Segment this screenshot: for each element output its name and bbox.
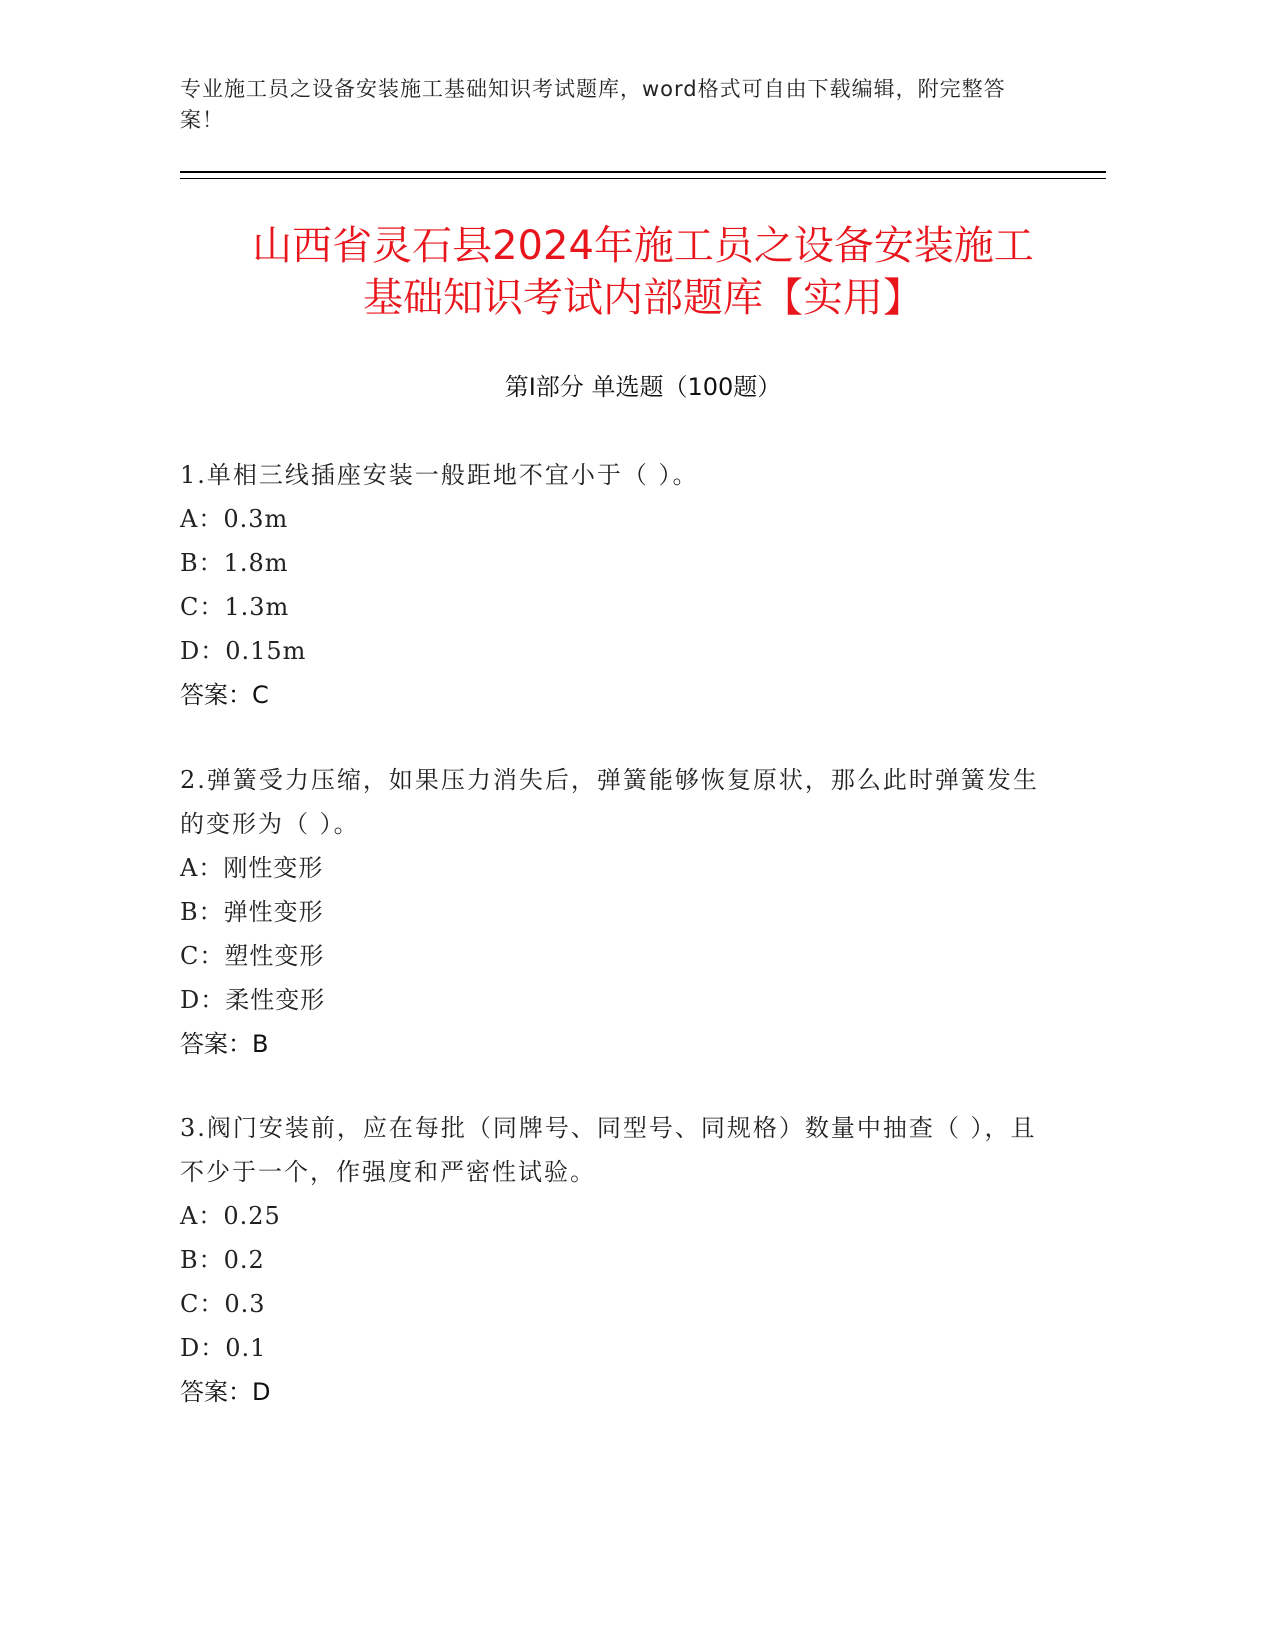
question-text: 1.单相三线插座安装一般距地不宜小于（ ）。 (180, 461, 699, 489)
document-title (180, 220, 1106, 324)
option-c: C：0.3 (180, 1290, 266, 1318)
question-text: 2.弹簧受力压缩，如果压力消失后，弹簧能够恢复原状，那么此时弹簧发生的变形为（ ）。 (180, 766, 1039, 838)
option-a: A：刚性变形 (180, 854, 324, 882)
question-3 (180, 1106, 1040, 1414)
option-a: A：0.3m (180, 505, 289, 533)
document-title-line-1: 山西省灵石县2024年施工员之设备安装施工 (252, 223, 1034, 269)
option-d: D：0.1 (180, 1334, 267, 1362)
option-c: C：1.3m (180, 593, 290, 621)
document-title-line-2: 基础知识考试内部题库【实用】 (363, 275, 923, 321)
option-b: B：弹性变形 (180, 898, 324, 926)
option-b: B：1.8m (180, 549, 289, 577)
header-divider-thin (180, 178, 1106, 179)
header-note: 专业施工员之设备安装施工基础知识考试题库，word格式可自由下载编辑，附完整答案！ (180, 77, 1006, 132)
header-divider-thick (180, 171, 1106, 173)
option-d: D：0.15m (180, 637, 307, 665)
section-heading: 第Ⅰ部分 单选题（100题） (504, 373, 782, 401)
option-c: C：塑性变形 (180, 942, 325, 970)
option-a: A：0.25 (180, 1202, 281, 1230)
question-text: 3.阀门安装前，应在每批（同牌号、同型号、同规格）数量中抽查（ ），且不少于一个，作强度和严密性试验。 (180, 1114, 1037, 1186)
answer-line: 答案：D (180, 1378, 271, 1406)
answer-line: 答案：B (180, 1030, 269, 1058)
question-1 (180, 453, 1040, 717)
question-2 (180, 758, 1040, 1066)
option-d: D：柔性变形 (180, 986, 326, 1014)
option-b: B：0.2 (180, 1246, 265, 1274)
answer-line: 答案：C (180, 681, 269, 709)
